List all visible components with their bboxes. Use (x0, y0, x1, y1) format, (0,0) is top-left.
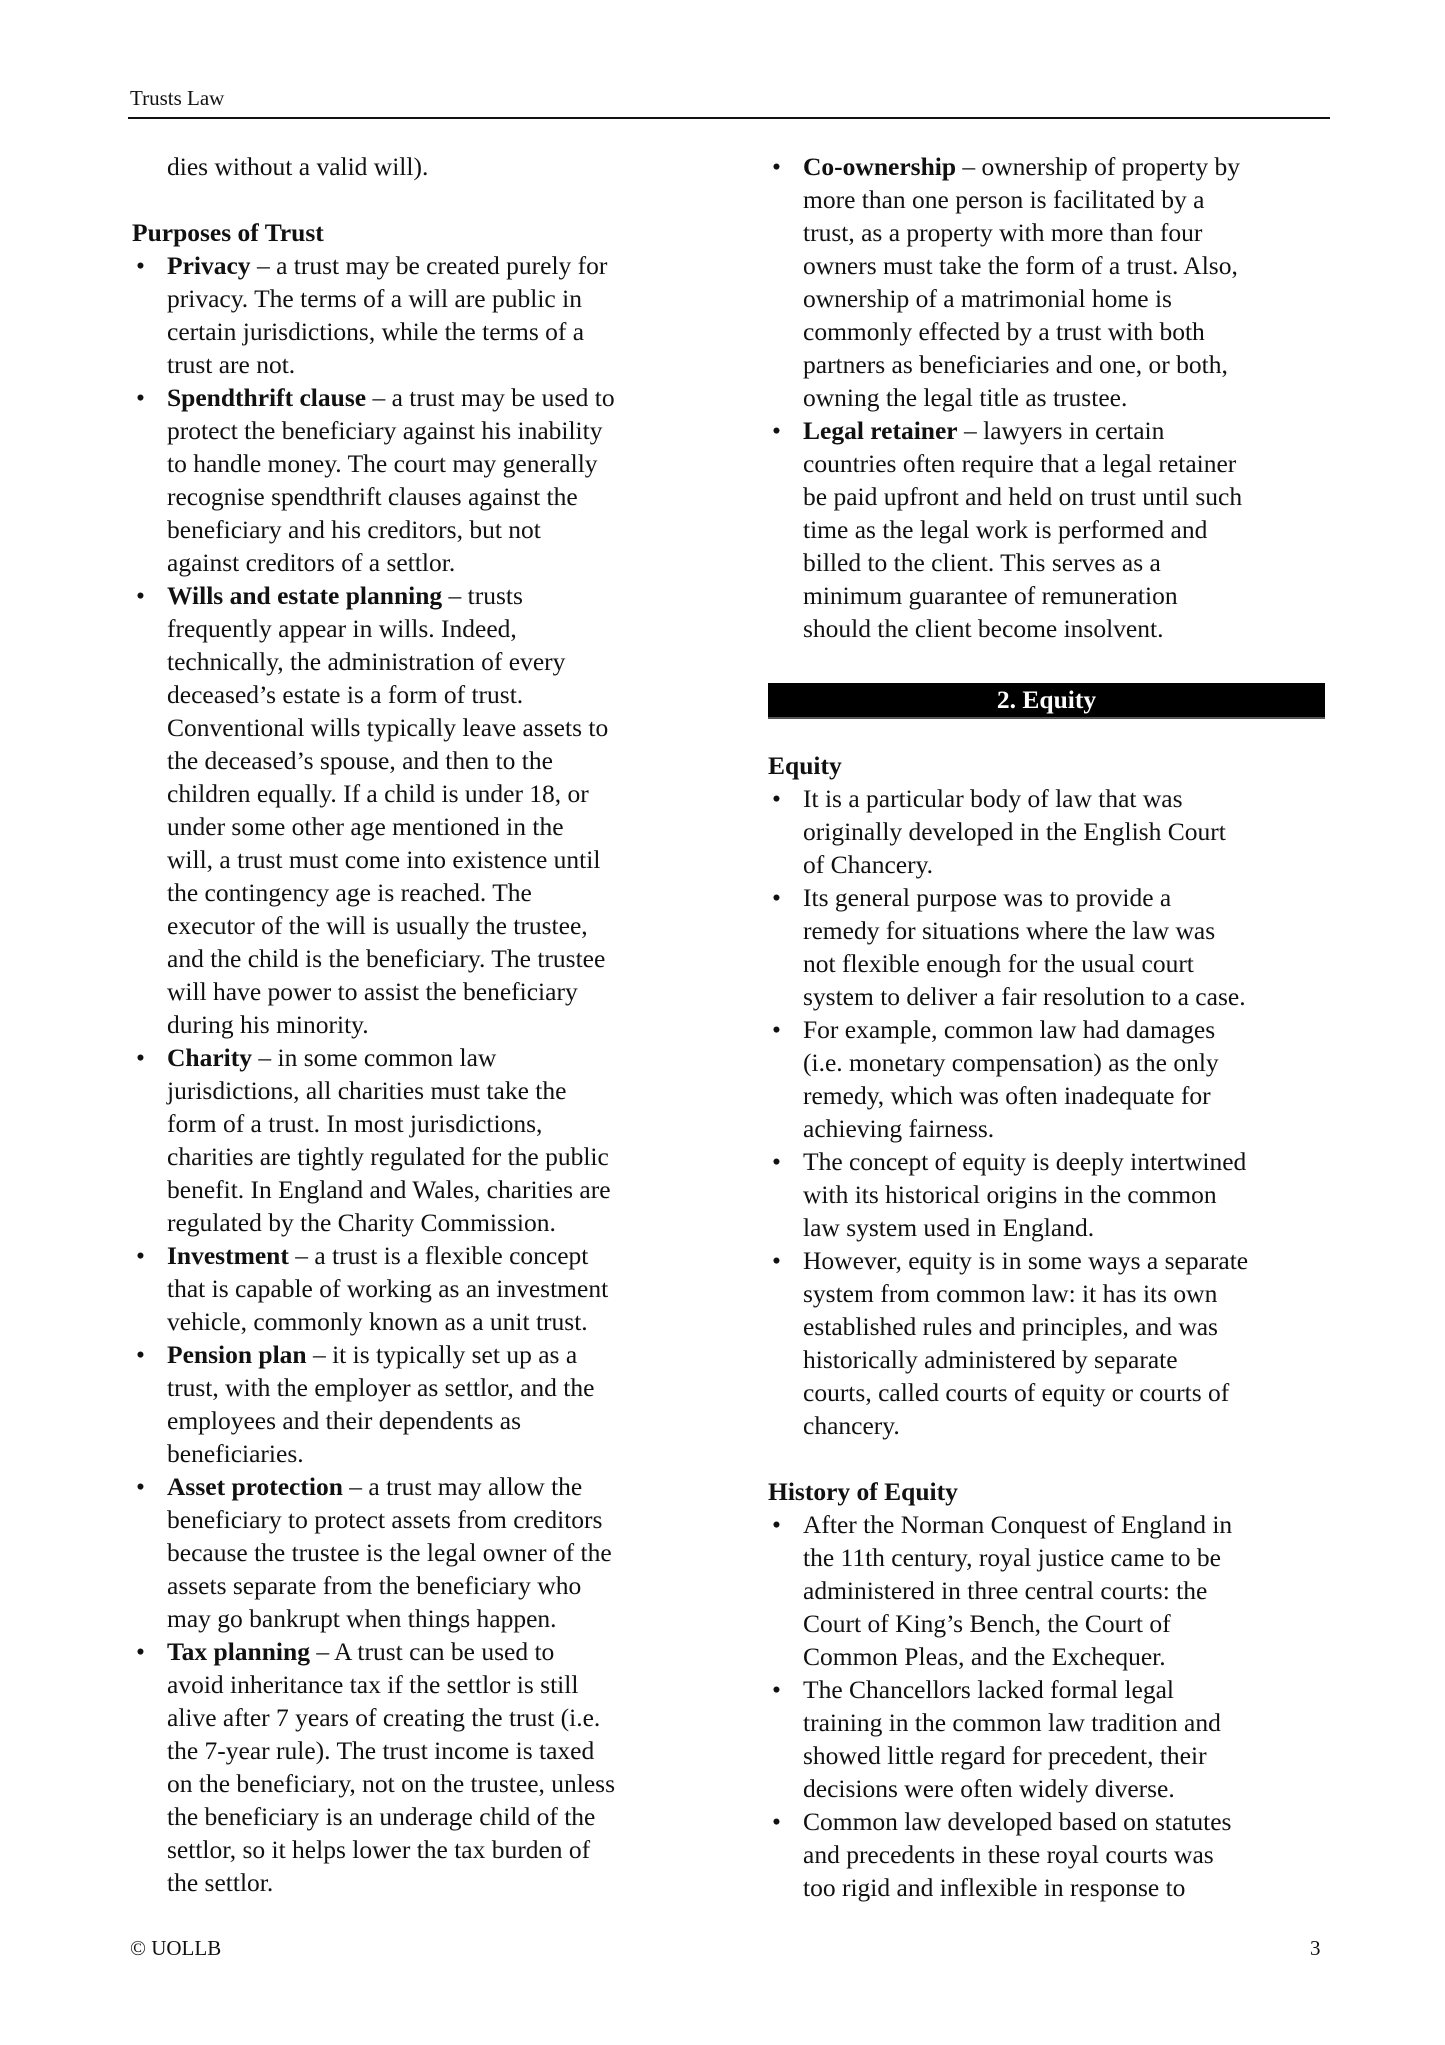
bullet-line-text: vehicle, commonly known as a unit trust. (167, 1307, 588, 1336)
bullet-line-text: against creditors of a settlor. (167, 548, 456, 577)
spacer (768, 645, 1333, 678)
bullet-line-text: with its historical origins in the common (803, 1180, 1217, 1209)
bullet-line-text: under some other age mentioned in the (167, 812, 564, 841)
bullet-line (132, 1602, 692, 1635)
bullet-line (768, 980, 1333, 1013)
bullet-line-text: remedy, which was often inadequate for (803, 1081, 1211, 1110)
bullet-line (132, 1767, 692, 1800)
bullet-line (132, 1734, 692, 1767)
bullet-first-line (167, 381, 615, 414)
bullet-term: Co-ownership (803, 152, 957, 181)
bullet-line (132, 282, 692, 315)
bullet-first-line (803, 414, 1164, 447)
bullet-line-text: training in the common law tradition and (803, 1708, 1221, 1737)
bullet-line (132, 744, 692, 777)
bullet-line (132, 1272, 692, 1305)
bullet-line (132, 447, 692, 480)
bullet-line (768, 1706, 1333, 1739)
bullet-line (768, 1079, 1333, 1112)
bullet-line-text: Court of King’s Bench, the Court of (803, 1609, 1171, 1638)
bullet-item (132, 249, 692, 381)
text-line (132, 150, 692, 183)
bullet-line-text: the 11th century, royal justice came to be (803, 1543, 1221, 1572)
bullet-icon: • (136, 1043, 145, 1072)
bullet-icon: • (136, 1472, 145, 1501)
bullet-line-text: The concept of equity is deeply intertwined (803, 1147, 1247, 1176)
bullet-line (768, 1112, 1333, 1145)
bullet-first-line (803, 1805, 1231, 1838)
bullet-line-text: After the Norman Conquest of England in (803, 1510, 1233, 1539)
bullet-line (768, 348, 1333, 381)
bullet-line-text: to handle money. The court may generally (167, 449, 598, 478)
bullet-line (768, 947, 1333, 980)
spacer (132, 183, 692, 216)
bullet-line (768, 848, 1333, 881)
bullet-line (768, 1673, 1333, 1706)
bullet-item (132, 1338, 692, 1470)
bullet-line-text: during his minority. (167, 1010, 369, 1039)
bullet-line-text: be paid upfront and held on trust until such (803, 482, 1243, 511)
bullet-line-text: countries often require that a legal retainer (803, 449, 1237, 478)
bullet-line-text: will, a trust must come into existence until (167, 845, 601, 874)
header-rule (128, 117, 1330, 119)
bullet-first-line (803, 1013, 1215, 1046)
bullet-line (768, 1046, 1333, 1079)
bullet-line-text: Its general purpose was to provide a (803, 883, 1172, 912)
bullet-line (768, 1805, 1333, 1838)
bullet-term: Legal retainer (803, 416, 958, 445)
bullet-icon: • (772, 1675, 781, 1704)
bullet-line (132, 909, 692, 942)
bullet-first-line (167, 1338, 577, 1371)
bullet-line (132, 1635, 692, 1668)
bullet-line (132, 1437, 692, 1470)
spacer (768, 1442, 1333, 1475)
bullet-line (132, 1569, 692, 1602)
bullet-line (768, 1343, 1333, 1376)
bullet-first-line (167, 579, 523, 612)
bullet-line-text: ownership of a matrimonial home is (803, 284, 1172, 313)
bullet-line-text: the contingency age is reached. The (167, 878, 532, 907)
bullet-term: Asset protection (167, 1472, 343, 1501)
bullet-line-text: Conventional wills typically leave assets to (167, 713, 609, 742)
bullet-line-text: time as the legal work is performed and (803, 515, 1208, 544)
bullet-line (768, 1244, 1333, 1277)
bullet-line-text: – trusts (442, 581, 523, 610)
bullet-line-text: on the beneficiary, not on the trustee, unless (167, 1769, 616, 1798)
section-heading-purposes (132, 216, 692, 249)
bullet-line (768, 1739, 1333, 1772)
bullet-line-text: minimum guarantee of remuneration (803, 581, 1178, 610)
bullet-line (132, 1536, 692, 1569)
bullet-line-text: the deceased’s spouse, and then to the (167, 746, 553, 775)
bullet-line (132, 1107, 692, 1140)
bullet-line-text: alive after 7 years of creating the trust (i.e. (167, 1703, 601, 1732)
bullet-line-text: avoid inheritance tax if the settlor is still (167, 1670, 579, 1699)
bullet-first-line (803, 1508, 1232, 1541)
bullet-line (768, 381, 1333, 414)
bullet-line-text: – in some common law (252, 1043, 497, 1072)
bullet-line (768, 249, 1333, 282)
bullet-line (132, 1173, 692, 1206)
bullet-item (768, 1013, 1333, 1145)
bullet-line-text: employees and their dependents as (167, 1406, 522, 1435)
left-column (132, 150, 692, 1899)
bullet-line (132, 1866, 692, 1899)
bullet-line-text: recognise spendthrift clauses against the (167, 482, 578, 511)
bullet-line-text: charities are tightly regulated for the public (167, 1142, 609, 1171)
bullet-line (132, 513, 692, 546)
bullet-line-text: executor of the will is usually the trustee, (167, 911, 588, 940)
bullet-line (768, 282, 1333, 315)
bullet-line (768, 1838, 1333, 1871)
bullet-line (132, 1338, 692, 1371)
bullet-icon: • (136, 1340, 145, 1369)
bullet-item (768, 881, 1333, 1013)
bullet-icon: • (772, 1246, 781, 1275)
bullet-line-text: deceased’s estate is a form of trust. (167, 680, 524, 709)
bullet-line (768, 1574, 1333, 1607)
bullet-line (132, 1503, 692, 1536)
bullet-icon: • (772, 1015, 781, 1044)
bullet-icon: • (136, 1241, 145, 1270)
bullet-line (768, 1145, 1333, 1178)
bullet-line-text: billed to the client. This serves as a (803, 548, 1161, 577)
bullet-first-line (167, 1470, 582, 1503)
bullet-line-text: certain jurisdictions, while the terms of a (167, 317, 585, 346)
bullet-line (768, 1310, 1333, 1343)
bullet-first-line (167, 1635, 554, 1668)
line-text: dies without a valid will). (167, 152, 429, 181)
bullet-line (132, 1833, 692, 1866)
bullet-line (768, 546, 1333, 579)
section-heading-history (768, 1475, 1333, 1508)
bullet-line (132, 1206, 692, 1239)
bullet-line-text: established rules and principles, and was (803, 1312, 1218, 1341)
bullet-term: Investment (167, 1241, 289, 1270)
bullet-item (768, 1508, 1333, 1673)
bullet-line-text: technically, the administration of every (167, 647, 566, 676)
bullet-line (132, 612, 692, 645)
bullet-line-text: achieving fairness. (803, 1114, 995, 1143)
spacer (768, 716, 1333, 749)
bullet-item (132, 381, 692, 579)
bullet-line-text: – a trust may be created purely for (250, 251, 608, 280)
section-heading-purposes-text: Purposes of Trust (132, 218, 324, 247)
bullet-icon: • (136, 251, 145, 280)
bullet-first-line (803, 1145, 1246, 1178)
bullet-line (132, 381, 692, 414)
bullet-line (132, 942, 692, 975)
bullet-line-text: children equally. If a child is under 18, or (167, 779, 589, 808)
bullet-line (768, 881, 1333, 914)
bullet-term: Charity (167, 1043, 252, 1072)
bullet-line (768, 1211, 1333, 1244)
bullet-line-text: and precedents in these royal courts was (803, 1840, 1214, 1869)
bullet-line (132, 876, 692, 909)
bullet-line (132, 711, 692, 744)
bullet-line-text: trust are not. (167, 350, 296, 379)
bullet-line-text: too rigid and inflexible in response to (803, 1873, 1186, 1902)
bullet-item (768, 150, 1333, 414)
bullet-line (768, 1871, 1333, 1904)
bullet-line-text: decisions were often widely diverse. (803, 1774, 1175, 1803)
bullet-line-text: law system used in England. (803, 1213, 1095, 1242)
bullet-line-text: owning the legal title as trustee. (803, 383, 1128, 412)
bullet-line-text: chancery. (803, 1411, 900, 1440)
bullet-line-text: (i.e. monetary compensation) as the only (803, 1048, 1219, 1077)
bullet-line-text: Common law developed based on statutes (803, 1807, 1232, 1836)
bullet-line-text: form of a trust. In most jurisdictions, (167, 1109, 543, 1138)
bullet-line-text: remedy for situations where the law was (803, 916, 1216, 945)
bullet-line (132, 810, 692, 843)
bullet-line-text: of Chancery. (803, 850, 934, 879)
bullet-icon: • (136, 383, 145, 412)
bullet-term: Spendthrift clause (167, 383, 367, 412)
bullet-icon: • (772, 416, 781, 445)
bullet-line (132, 1239, 692, 1272)
bullet-term: Tax planning (167, 1637, 310, 1666)
chapter-banner: 2. Equity (768, 683, 1325, 719)
bullet-line (768, 1409, 1333, 1442)
bullet-icon: • (772, 784, 781, 813)
bullet-line-text: that is capable of working as an investment (167, 1274, 609, 1303)
section-heading-equity-text: Equity (768, 751, 842, 780)
bullet-line-text: and the child is the beneficiary. The trustee (167, 944, 606, 973)
bullet-item (768, 1805, 1333, 1904)
bullet-line-text: – a trust is a flexible concept (288, 1241, 589, 1270)
bullet-line-text: showed little regard for precedent, their (803, 1741, 1207, 1770)
bullet-line (132, 843, 692, 876)
bullet-line-text: The Chancellors lacked formal legal (803, 1675, 1175, 1704)
bullet-line-text: the settlor. (167, 1868, 274, 1897)
bullet-line (768, 414, 1333, 447)
bullet-item (768, 1145, 1333, 1244)
bullet-first-line (167, 1239, 588, 1272)
bullet-icon: • (772, 1510, 781, 1539)
bullet-line-text: historically administered by separate (803, 1345, 1178, 1374)
bullet-line-text: It is a particular body of law that was (803, 784, 1183, 813)
bullet-line (768, 1508, 1333, 1541)
bullet-first-line (803, 881, 1171, 914)
bullet-line (132, 777, 692, 810)
bullet-line (132, 249, 692, 282)
bullet-line-text: privacy. The terms of a will are public in (167, 284, 582, 313)
bullet-line (132, 975, 692, 1008)
bullet-icon: • (136, 581, 145, 610)
bullet-line (132, 678, 692, 711)
bullet-line-text: assets separate from the beneficiary who (167, 1571, 582, 1600)
bullet-line (768, 1178, 1333, 1211)
bullet-line-text: should the client become insolvent. (803, 614, 1164, 643)
bullet-line (768, 914, 1333, 947)
bullet-line-text: the 7-year rule). The trust income is taxed (167, 1736, 595, 1765)
bullet-line-text: administered in three central courts: the (803, 1576, 1208, 1605)
bullet-line (132, 1074, 692, 1107)
bullet-line-text: – a trust may allow the (342, 1472, 583, 1501)
bullet-line-text: beneficiaries. (167, 1439, 304, 1468)
bullet-line (132, 1800, 692, 1833)
bullet-line-text: originally developed in the English Court (803, 817, 1226, 846)
bullet-line-text: – ownership of property by (956, 152, 1241, 181)
bullet-line-text: beneficiary to protect assets from creditors (167, 1505, 603, 1534)
bullet-line (132, 414, 692, 447)
running-header-title: Trusts Law (130, 86, 225, 110)
bullet-icon: • (772, 152, 781, 181)
bullet-line (132, 315, 692, 348)
bullet-line-text: However, equity is in some ways a separate (803, 1246, 1249, 1275)
bullet-line-text: the beneficiary is an underage child of the (167, 1802, 596, 1831)
bullet-line-text: regulated by the Charity Commission. (167, 1208, 556, 1237)
bullet-line (768, 447, 1333, 480)
bullet-line (768, 315, 1333, 348)
bullet-line-text: – A trust can be used to (309, 1637, 555, 1666)
bullet-icon: • (772, 883, 781, 912)
bullet-line-text: owners must take the form of a trust. Also, (803, 251, 1238, 280)
chapter-banner-row (768, 683, 1333, 716)
bullet-line-text: system to deliver a fair resolution to a case. (803, 982, 1246, 1011)
bullet-line (768, 815, 1333, 848)
bullet-line-text: will have power to assist the beneficiary (167, 977, 578, 1006)
bullet-item (132, 579, 692, 1041)
bullet-line-text: jurisdictions, all charities must take the (167, 1076, 567, 1105)
bullet-line (132, 645, 692, 678)
bullet-line (768, 1541, 1333, 1574)
bullet-line (768, 612, 1333, 645)
bullet-item (132, 1239, 692, 1338)
bullet-term: Pension plan (167, 1340, 307, 1369)
bullet-line (132, 1404, 692, 1437)
bullet-term: Privacy (167, 251, 251, 280)
bullet-line (768, 150, 1333, 183)
bullet-line (768, 1640, 1333, 1673)
bullet-line (132, 1008, 692, 1041)
bullet-line-text: system from common law: it has its own (803, 1279, 1218, 1308)
section-heading-history-text: History of Equity (768, 1477, 958, 1506)
bullet-item (768, 1673, 1333, 1805)
bullet-line-text: trust, with the employer as settlor, and the (167, 1373, 595, 1402)
bullet-line (768, 183, 1333, 216)
bullet-first-line (803, 782, 1183, 815)
bullet-line (132, 1371, 692, 1404)
bullet-icon: • (136, 1637, 145, 1666)
bullet-line-text: commonly effected by a trust with both (803, 317, 1205, 346)
bullet-line (768, 579, 1333, 612)
bullet-icon: • (772, 1147, 781, 1176)
bullet-first-line (803, 1673, 1174, 1706)
bullet-line (132, 1701, 692, 1734)
bullet-line (768, 216, 1333, 249)
bullet-item (132, 1635, 692, 1899)
bullet-line-text: beneficiary and his creditors, but not (167, 515, 541, 544)
bullet-line-text: partners as beneficiaries and one, or both, (803, 350, 1228, 379)
bullet-first-line (167, 249, 607, 282)
bullet-line-text: benefit. In England and Wales, charities are (167, 1175, 611, 1204)
bullet-line (768, 782, 1333, 815)
bullet-line-text: – it is typically set up as a (306, 1340, 578, 1369)
bullet-line-text: – a trust may be used to (366, 383, 615, 412)
bullet-line (132, 1041, 692, 1074)
bullet-line-text: Common Pleas, and the Exchequer. (803, 1642, 1166, 1671)
bullet-line (768, 1772, 1333, 1805)
section-heading-equity (768, 749, 1333, 782)
bullet-item (768, 414, 1333, 645)
bullet-line-text: not flexible enough for the usual court (803, 949, 1194, 978)
bullet-icon: • (772, 1807, 781, 1836)
bullet-first-line (803, 1244, 1248, 1277)
bullet-item (768, 782, 1333, 881)
bullet-line (768, 1376, 1333, 1409)
bullet-line (768, 1013, 1333, 1046)
bullet-line-text: For example, common law had damages (803, 1015, 1216, 1044)
bullet-line-text: courts, called courts of equity or courts of (803, 1378, 1230, 1407)
bullet-line (132, 348, 692, 381)
footer-page-number: 3 (1310, 1936, 1321, 1960)
bullet-first-line (167, 1041, 496, 1074)
bullet-line-text: because the trustee is the legal owner of the (167, 1538, 612, 1567)
footer-copyright: © UOLLB (130, 1936, 222, 1960)
right-column (768, 150, 1333, 1904)
bullet-first-line (803, 150, 1240, 183)
bullet-line (768, 1277, 1333, 1310)
bullet-line-text: protect the beneficiary against his inability (167, 416, 603, 445)
bullet-line-text: frequently appear in wills. Indeed, (167, 614, 517, 643)
bullet-line (132, 1668, 692, 1701)
bullet-line-text: trust, as a property with more than four (803, 218, 1203, 247)
bullet-line (132, 579, 692, 612)
bullet-line (132, 546, 692, 579)
bullet-item (768, 1244, 1333, 1442)
bullet-line (768, 480, 1333, 513)
bullet-line-text: may go bankrupt when things happen. (167, 1604, 557, 1633)
bullet-line-text: settlor, so it helps lower the tax burden of (167, 1835, 591, 1864)
bullet-line (768, 1607, 1333, 1640)
bullet-item (132, 1041, 692, 1239)
bullet-line-text: more than one person is facilitated by a (803, 185, 1205, 214)
bullet-line (132, 1140, 692, 1173)
bullet-line (768, 513, 1333, 546)
bullet-line (132, 1470, 692, 1503)
bullet-line (132, 1305, 692, 1338)
bullet-line-text: – lawyers in certain (957, 416, 1165, 445)
bullet-item (132, 1470, 692, 1635)
bullet-line (132, 480, 692, 513)
bullet-term: Wills and estate planning (167, 581, 443, 610)
